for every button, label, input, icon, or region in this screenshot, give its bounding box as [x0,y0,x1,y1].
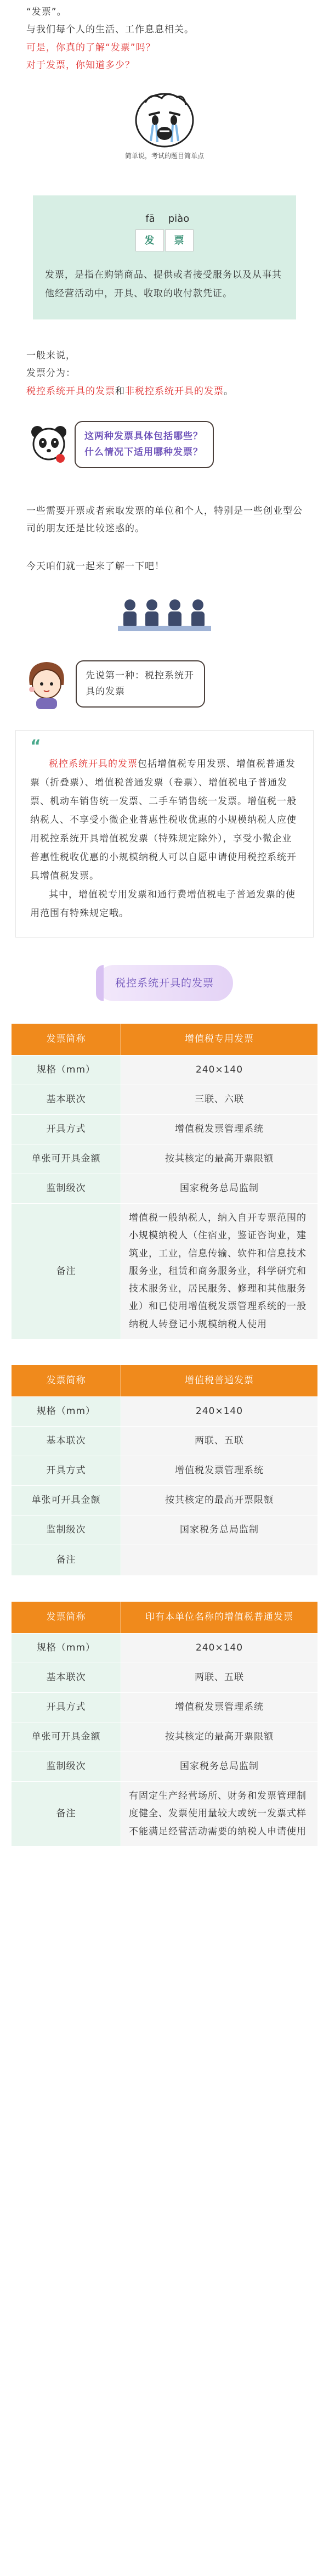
quote-p1-rest: 包括增值税专用发票、增值税普通发票（折叠票）、增值税普通发票（卷票）、增值税电子普通发票、机动车销售统一发票、二手车销售统一发票。增值税一般纳税人、不享受小微企业普惠性税收优惠的小规模纳税人应使用税控系统开具增值税发票（特殊规定除外），享受小微企业普惠性税收优惠的小规模纳税人可以自愿申请使用税控系统开具增值税发票。 [30,758,297,882]
division-block [0,347,329,400]
invoice-table [11,1023,318,1339]
quote-paragraph-1 [30,755,299,885]
type-end: 。 [224,385,234,397]
table-row [12,1114,318,1144]
row-key-cell: 监制级次 [12,1752,121,1782]
table-row [12,1456,318,1486]
today-paragraph: 今天咱们就一起来了解一下吧！ [26,560,164,572]
pinyin-definition-card [33,195,296,319]
invoice-definition: 发票，是指在购销商品、提供或者接受服务以及从事其他经营活动中，开具、收取的收付款凭证。 [45,270,282,300]
table-row [12,1516,318,1545]
first-type-bubble-row [0,658,329,710]
row-key-cell: 规格（mm） [12,1634,121,1663]
header-key-cell: 发票简称 [12,1602,121,1634]
row-key-cell: 单张可开具金额 [12,1722,121,1752]
header-value-cell: 增值税专用发票 [121,1023,318,1055]
row-value-cell: 三联、六联 [121,1085,318,1114]
intro-block [0,0,329,74]
table-row [12,1782,318,1847]
row-value-cell: 240×140 [121,1397,318,1427]
table-row [12,1085,318,1114]
intro-line: 与我们每个人的生活、工作息息相关。 [26,24,194,36]
question-bubble: 这两种发票具体包括哪些？什么情况下适用哪种发票？ [75,421,214,468]
table-row [12,1634,318,1663]
row-value-cell: 有固定生产经营场所、财务和发票管理制度健全、发票使用量较大或统一发票式样不能满足经营活动需要的纳税人申请使用 [121,1782,318,1847]
row-value-cell [121,1545,318,1576]
row-value-cell: 240×140 [121,1634,318,1663]
row-value-cell: 按其核定的最高开票限额 [121,1486,318,1516]
row-key-cell: 规格（mm） [12,1397,121,1427]
row-key-cell: 基本联次 [12,1085,121,1114]
table-row [12,1055,318,1085]
girl-avatar-icon [22,658,71,710]
row-value-cell: 国家税务总局监制 [121,1516,318,1545]
quote-paragraph-2: 其中，增值税专用发票和通行费增值税电子普通发票的使用范围有特殊规定哦。 [30,889,296,919]
table-row [12,1427,318,1456]
table-row [12,1693,318,1722]
table-row [12,1545,318,1576]
header-key-cell: 发票简称 [12,1023,121,1055]
table-row [12,1144,318,1174]
table-row [12,1174,318,1203]
section-title-pill: 税控系统开具的发票 [96,965,233,1001]
tax-control-quote-card [15,730,314,938]
table-header-row [12,1602,318,1634]
intro-question: 可是，你真的了解“发票”吗？ [26,42,156,53]
row-value-cell: 增值税发票管理系统 [121,1456,318,1486]
row-key-cell: 备注 [12,1782,121,1847]
char-fa: 发 [135,229,164,251]
people-figures-image [118,597,211,632]
invoice-tables [0,1023,329,1847]
pinyin-piao: piào [168,212,190,225]
row-key-cell: 规格（mm） [12,1055,121,1085]
header-key-cell: 发票简称 [12,1365,121,1397]
mascot-caption: 简单说，考试的题目简单点 [124,152,204,160]
row-key-cell: 开具方式 [12,1693,121,1722]
char-row [45,229,284,251]
type-tax-control: 税控系统开具的发票 [26,385,115,397]
type-non-tax-control: 非税控系统开具的发票 [125,385,224,397]
intro-line: “发票”。 [26,7,67,18]
row-key-cell: 备注 [12,1203,121,1339]
row-value-cell: 增值税发票管理系统 [121,1114,318,1144]
table-row [12,1752,318,1782]
pinyin-row [45,210,284,228]
row-value-cell: 240×140 [121,1055,318,1085]
confuse-paragraph: 一些需要开票或者索取发票的单位和个人，特别是一些创业型公司的朋友还是比较迷惑的。 [26,506,303,535]
row-key-cell: 开具方式 [12,1456,121,1486]
table-row [12,1397,318,1427]
table-row [12,1486,318,1516]
row-value-cell: 按其核定的最高开票限额 [121,1722,318,1752]
first-type-bubble: 先说第一种：税控系统开具的发票 [76,660,205,708]
char-piao: 票 [165,229,194,251]
quote-mark-icon: “ [30,736,39,756]
header-value-cell: 印有本单位名称的增值税普通发票 [121,1602,318,1634]
row-value-cell: 按其核定的最高开票限额 [121,1144,318,1174]
division-line: 一般来说， [26,350,76,362]
invoice-table [11,1365,318,1576]
row-key-cell: 开具方式 [12,1114,121,1144]
intro-question: 对于发票，你知道多少？ [26,59,135,71]
row-value-cell: 国家税务总局监制 [121,1174,318,1203]
table-row [12,1663,318,1693]
table-row [12,1203,318,1339]
panda-icon [26,420,72,469]
division-line: 发票分为： [26,368,76,379]
row-value-cell: 两联、五联 [121,1663,318,1693]
table-header-row [12,1023,318,1055]
row-key-cell: 监制级次 [12,1174,121,1203]
row-key-cell: 备注 [12,1545,121,1576]
row-key-cell: 基本联次 [12,1427,121,1456]
header-value-cell: 增值税普通发票 [121,1365,318,1397]
row-value-cell: 增值税发票管理系统 [121,1693,318,1722]
type-joiner: 和 [115,385,125,397]
question-bubble-row [0,420,329,469]
row-key-cell: 基本联次 [12,1663,121,1693]
row-key-cell: 监制级次 [12,1516,121,1545]
row-value-cell: 增值税一般纳税人，纳入自开专票范围的小规模纳税人（住宿业，鉴证咨询业，建筑业，工业，信息传输、软件和信息技术服务业，租赁和商务服务业，科学研究和技术服务业，居民服务、修理和其他服务业）和已使用增值税发票管理系统的一般纳税人转登记小规模纳税人使用 [121,1203,318,1339]
quote-lead: 税控系统开具的发票 [49,758,138,770]
pinyin-fa: fā [145,212,155,225]
row-key-cell: 单张可开具金额 [12,1486,121,1516]
division-types [26,383,303,400]
table-header-row [12,1365,318,1397]
row-value-cell: 国家税务总局监制 [121,1752,318,1782]
row-key-cell: 单张可开具金额 [12,1144,121,1174]
table-row [12,1722,318,1752]
crying-mascot-image [129,86,200,152]
row-value-cell: 两联、五联 [121,1427,318,1456]
invoice-table [11,1601,318,1847]
